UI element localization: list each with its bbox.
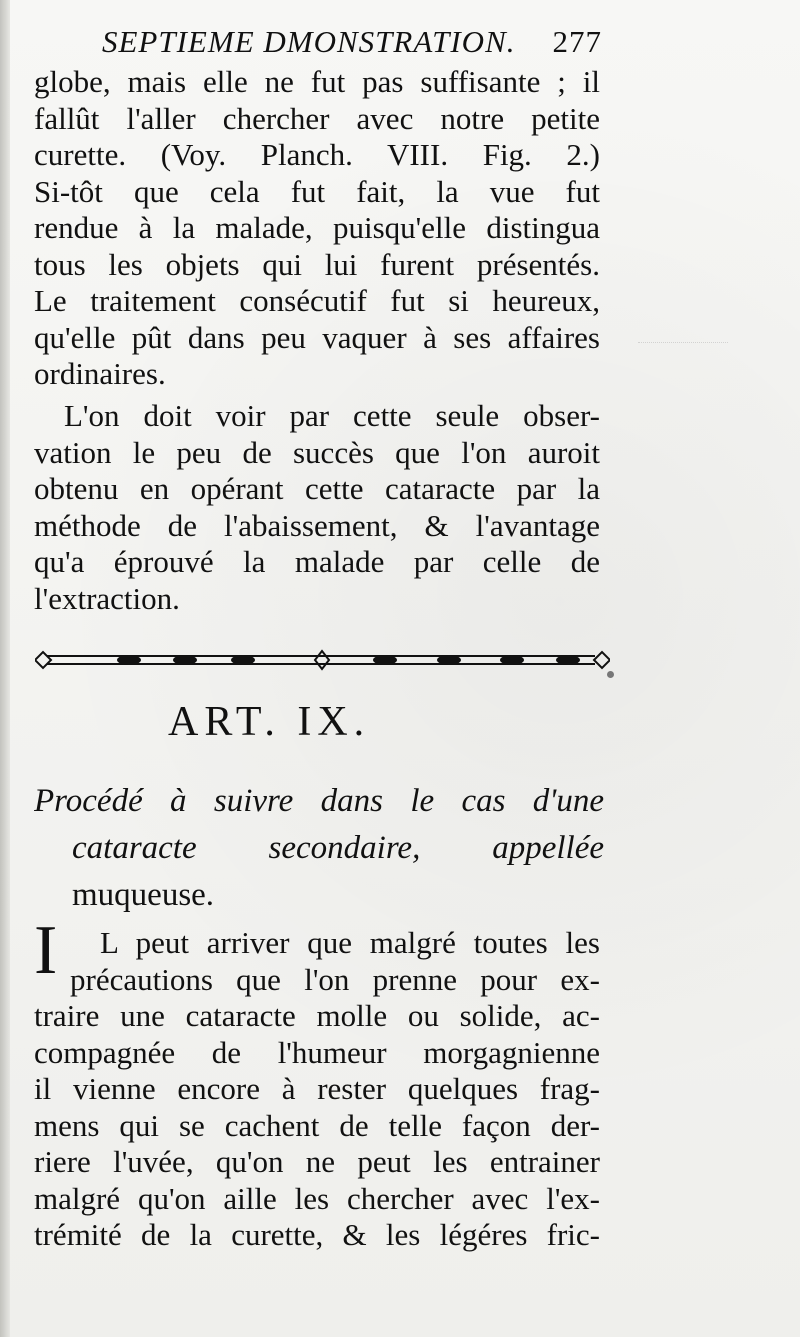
- text-line: Si-tôt que cela fut fait, la vue fut: [34, 173, 600, 209]
- text-line: fallût l'aller chercher avec notre petite: [34, 100, 600, 136]
- text-line: tous les objets qui lui furent présentés.: [34, 246, 600, 282]
- text-line: vation le peu de succès que l'on auroit: [34, 434, 600, 470]
- title-line: cataracte secondaire, appellée: [72, 830, 604, 866]
- page-edge-shadow: [0, 0, 10, 1337]
- ink-dot: [607, 671, 614, 678]
- text-line: l'extraction.: [34, 580, 180, 616]
- text-line: L peut arriver que malgré toutes les: [100, 925, 600, 960]
- text-line: trémité de la curette, & les légéres fric-: [34, 1217, 600, 1252]
- text-line: méthode de l'abaissement, & l'avantage: [34, 507, 600, 543]
- text-line: L'on doit voir par cette seule obser-: [64, 398, 600, 433]
- text-line: curette. (Voy. Planch. VIII. Fig. 2.): [34, 137, 600, 172]
- text-line: ordinaires.: [34, 356, 166, 391]
- title-line: Procédé à suivre dans le cas d'une: [34, 783, 604, 819]
- running-title: SEPTIEME DMONSTRATION.: [102, 24, 516, 59]
- text-line: qu'elle pût dans peu vaquer à ses affaires: [34, 319, 600, 355]
- article-heading: ART. IX.: [168, 699, 371, 745]
- text-line: malgré qu'on aille les chercher avec l'ex-: [34, 1180, 600, 1216]
- faint-bleedthrough-mark: [638, 342, 728, 351]
- page-header: [102, 24, 602, 68]
- paragraph-1: [34, 64, 600, 393]
- text-line: globe, mais elle ne fut pas suffisante ; il: [34, 64, 600, 99]
- page-number: 277: [552, 24, 602, 59]
- text-line: obtenu en opérant cette cataracte par la: [34, 471, 600, 506]
- text-line: traire une cataracte molle ou solide, ac-: [34, 998, 600, 1033]
- paragraph-3: [34, 925, 600, 1254]
- text-line: il vienne encore à rester quelques frag-: [34, 1071, 600, 1106]
- text-line: mens qui se cachent de telle façon der-: [34, 1107, 600, 1143]
- title-line: muqueuse.: [72, 877, 215, 913]
- paragraph-2: [34, 398, 600, 617]
- drop-cap: I: [34, 912, 58, 989]
- text-line: Le traitement consécutif fut si heureux,: [34, 283, 600, 318]
- text-line: riere l'uvée, qu'on ne peut les entrainer: [34, 1144, 600, 1179]
- text-line: compagnée de l'humeur morgagnienne: [34, 1034, 600, 1070]
- text-line: qu'a éprouvé la malade par celle de: [34, 544, 600, 579]
- decorative-divider: [35, 646, 610, 674]
- text-line: rendue à la malade, puisqu'elle distingua: [34, 210, 600, 245]
- text-line: précautions que l'on prenne pour ex-: [70, 961, 600, 997]
- procedure-title: [34, 778, 604, 919]
